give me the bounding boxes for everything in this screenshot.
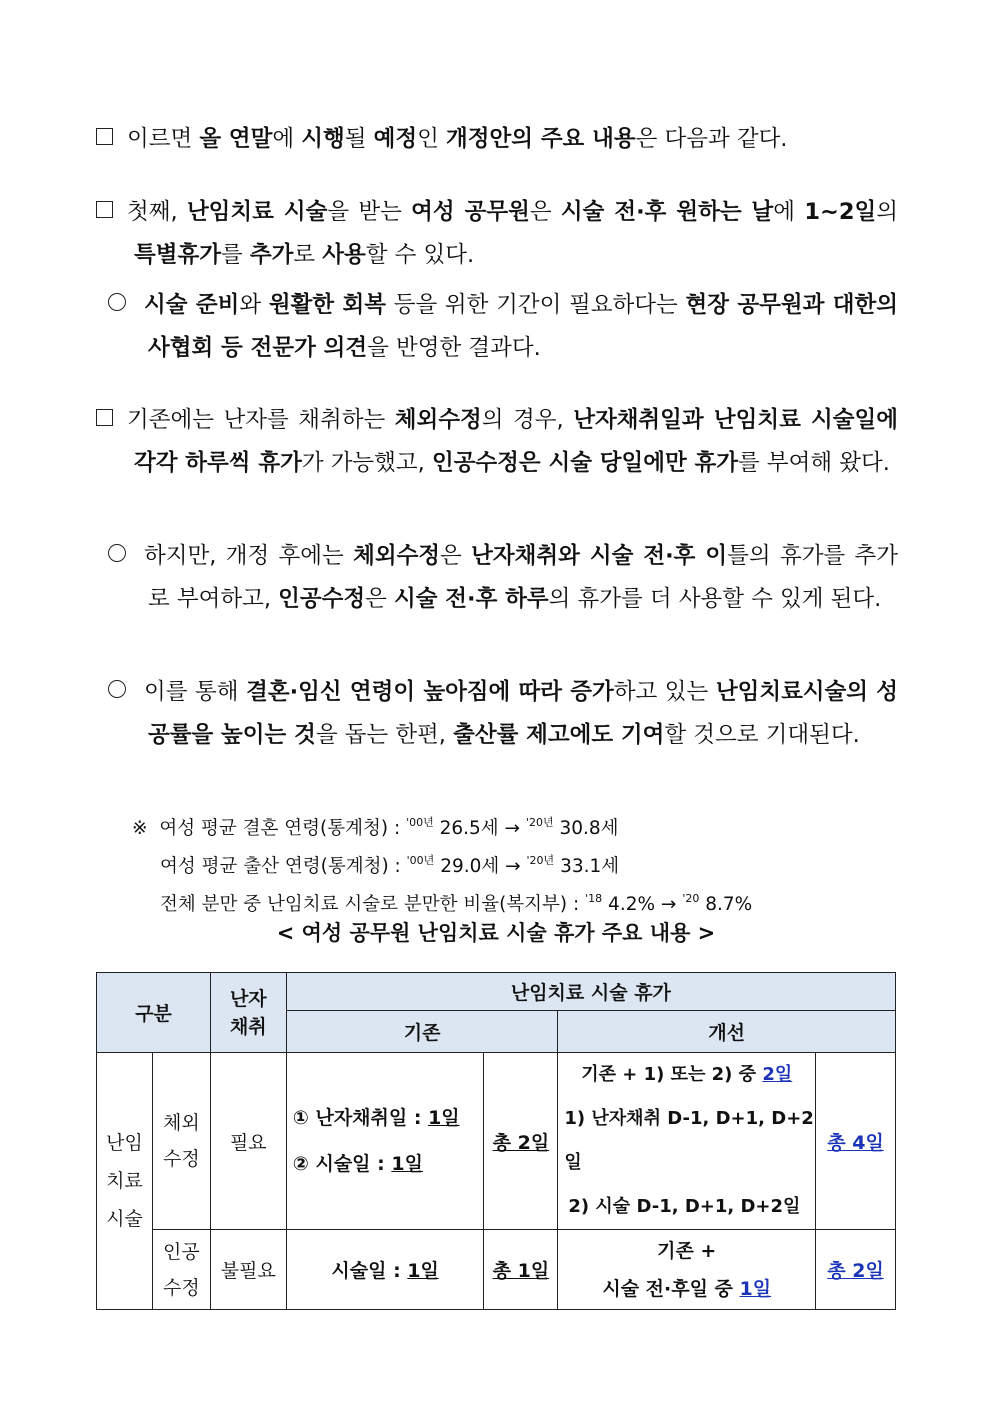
emphasis-text: 체외수정 [353,543,441,569]
emphasis-text: 예정 [373,126,418,152]
body-text: 인 [417,126,447,152]
paragraph-1 [96,118,898,161]
iui-label-line: 인공 [163,1240,200,1263]
emphasis-text: 시술 준비 [144,292,240,318]
note-value: 4.2% → [602,894,683,915]
leave-table [96,972,896,1310]
emphasis-text: 1~2일 [804,199,877,225]
iui-before-value: 1일 [407,1260,439,1282]
body-text: 될 [344,126,374,152]
body-text: 의 경우, [481,407,574,433]
note-label: 여성 평균 출산 연령(통계청) : [160,856,407,877]
note-value: 26.5세 → [433,818,526,839]
emphasis-text: 출산률 제고에도 기여 [453,722,665,748]
note-year: '20 [682,892,700,905]
square-bullet-icon [96,128,113,145]
ivf-after-value: 2일 [762,1064,793,1085]
header-leave: 난임치료 시술 휴가 [286,973,895,1011]
ivf-before [286,1053,484,1230]
ivf-before-value: 1일 [391,1153,423,1175]
sub-item-1-text [144,292,898,361]
body-text: 를 부여해 왔다. [738,450,890,476]
sub-item-3-text [144,679,898,748]
ivf-before-item: ① 난자채취일 : [292,1107,429,1129]
header-egg-line: 난자 [229,987,267,1010]
iui-label-line: 수정 [163,1276,200,1299]
iui-after-value: 1일 [739,1277,772,1300]
group-label-line: 치료 [106,1170,143,1192]
body-text: 가 가능했고, [301,450,432,476]
ivf-before-item: ② 시술일 : [292,1153,392,1175]
circle-bullet-icon [108,544,126,562]
body-text: 로 [293,242,323,268]
emphasis-text: 추가 [249,242,294,268]
emphasis-text: 특별휴가 [134,242,221,268]
note-value: 8.7% [699,894,753,915]
header-egg-retrieval [210,973,286,1053]
header-egg-line: 채취 [229,1015,267,1038]
iui-before [286,1230,484,1310]
sub-item-2-text [144,543,898,612]
note-year: '00년 [406,854,435,867]
iui-before-total-text: 총 1일 [492,1260,550,1282]
body-text: 에 [272,126,302,152]
group-label-line: 시술 [106,1208,143,1230]
ivf-before-total [484,1053,558,1230]
body-text: 을 받는 [327,199,412,225]
ivf-label-line: 체외 [163,1112,200,1134]
body-text: 이르면 [127,126,200,152]
emphasis-text: 여성 공무원 [411,199,530,225]
note-year: '20년 [525,816,554,829]
emphasis-text: 개정안의 주요 내용 [446,126,636,152]
body-text: 은 [440,543,472,569]
ivf-egg-required: 필요 [210,1053,286,1230]
ivf-after-total [816,1053,896,1230]
body-text: 하고 있는 [613,679,716,705]
note-value: 30.8세 [553,818,619,839]
emphasis-text: 인공수정 [278,586,366,612]
header-category: 구분 [97,973,211,1053]
emphasis-text: 난임치료시술의 성공률을 높이는 것 [148,679,899,748]
sub-item-3 [108,671,898,757]
body-text: 틀의 휴가를 추가로 부여하고, [148,543,898,612]
emphasis-text: 체외수정 [394,407,482,433]
paragraph-3-text [127,407,898,476]
ivf-after-option: 2) 시술 D-1, D+1, D+2일 [568,1196,801,1217]
header-after: 개선 [558,1011,896,1053]
body-text: 에 [773,199,805,225]
note-line-1 [132,807,752,845]
ivf-label-line: 수정 [163,1148,200,1170]
emphasis-text: 난자채취일과 난임치료 시술일에 각각 하루씩 휴가 [134,407,898,476]
emphasis-text: 현장 공무원과 대한의사협회 등 전문가 의견 [148,292,898,361]
iui-after-line: 기존 + [657,1239,717,1262]
emphasis-text: 결혼·임신 연령이 높아짐에 따라 증가 [246,679,614,705]
note-label: 여성 평균 결혼 연령(통계청) : [159,818,407,839]
iui-label [152,1230,210,1310]
note-label: 전체 분만 중 난임치료 시술로 분만한 비율(복지부) : [160,894,586,915]
iui-before-total [484,1230,558,1310]
body-text: 은 다음과 같다. [635,126,788,152]
note-year: '20년 [526,854,555,867]
iui-egg-required: 불필요 [210,1230,286,1310]
body-text: 할 것으로 기대된다. [664,722,860,748]
note-mark: ※ [132,818,148,839]
circle-bullet-icon [108,680,126,698]
body-text: 를 [220,242,250,268]
paragraph-1-text [127,126,787,152]
emphasis-text: 시술 전·후 원하는 날 [560,199,774,225]
paragraph-3 [96,399,898,485]
emphasis-text: 시술 전·후 하루 [393,586,549,612]
emphasis-text: 사용 [322,242,366,268]
body-text: 의 [876,199,898,225]
circle-bullet-icon [108,293,126,311]
note-value: 29.0세 → [434,856,527,877]
note-value: 33.1세 [554,856,620,877]
emphasis-text: 난임치료 시술 [186,199,328,225]
ivf-before-total-text: 총 2일 [492,1131,550,1154]
body-text: 하지만, 개정 후에는 [144,543,354,569]
body-text: 은 [529,199,561,225]
group-label-line: 난임 [106,1132,143,1154]
iui-after [558,1230,816,1310]
body-text: 첫째, [127,199,187,225]
sub-item-1 [108,284,898,370]
note-line-3 [132,883,752,921]
square-bullet-icon [96,409,113,426]
body-text: 기존에는 난자를 채취하는 [127,407,395,433]
body-text: 등을 위한 기간이 필요하다는 [385,292,686,318]
ivf-after-text: 기존 + 1) 또는 2) 중 [581,1064,763,1085]
table-caption: < 여성 공무원 난임치료 시술 휴가 주요 내용 > [276,921,716,945]
emphasis-text: 원활한 회복 [268,292,386,318]
body-text: 을 돕는 한편, [315,722,454,748]
iui-after-text: 시술 전·후일 중 [602,1277,740,1300]
note-year: '18 [585,892,603,905]
note-year: '00년 [406,816,434,829]
ivf-label [152,1053,210,1230]
emphasis-text: 올 연말 [199,126,273,152]
iui-after-total [816,1230,896,1310]
body-text: 와 [239,292,269,318]
paragraph-2-text [127,199,898,268]
ivf-after-option: 1) 난자채취 D-1, D+1, D+2일 [564,1108,814,1173]
emphasis-text: 인공수정은 시술 당일에만 휴가 [431,450,739,476]
ivf-after [558,1053,816,1230]
iui-after-total-text: 총 2일 [827,1260,884,1282]
notes [132,807,752,921]
body-text: 할 수 있다. [365,242,475,268]
body-text: 이를 통해 [144,679,247,705]
body-text: 의 휴가를 더 사용할 수 있게 된다. [548,586,882,612]
ivf-before-value: 1일 [428,1107,460,1129]
square-bullet-icon [96,201,113,218]
ivf-after-total-text: 총 4일 [827,1131,884,1154]
emphasis-text: 난자채취와 시술 전·후 이 [471,543,728,569]
note-line-2 [132,845,752,883]
body-text: 은 [365,586,394,612]
header-before: 기존 [286,1011,558,1053]
row-group-label [97,1053,153,1310]
sub-item-2 [108,535,898,621]
body-text: 을 반영한 결과다. [367,335,541,361]
paragraph-2 [96,191,898,277]
iui-before-text: 시술일 : [331,1260,408,1282]
emphasis-text: 시행 [301,126,345,152]
